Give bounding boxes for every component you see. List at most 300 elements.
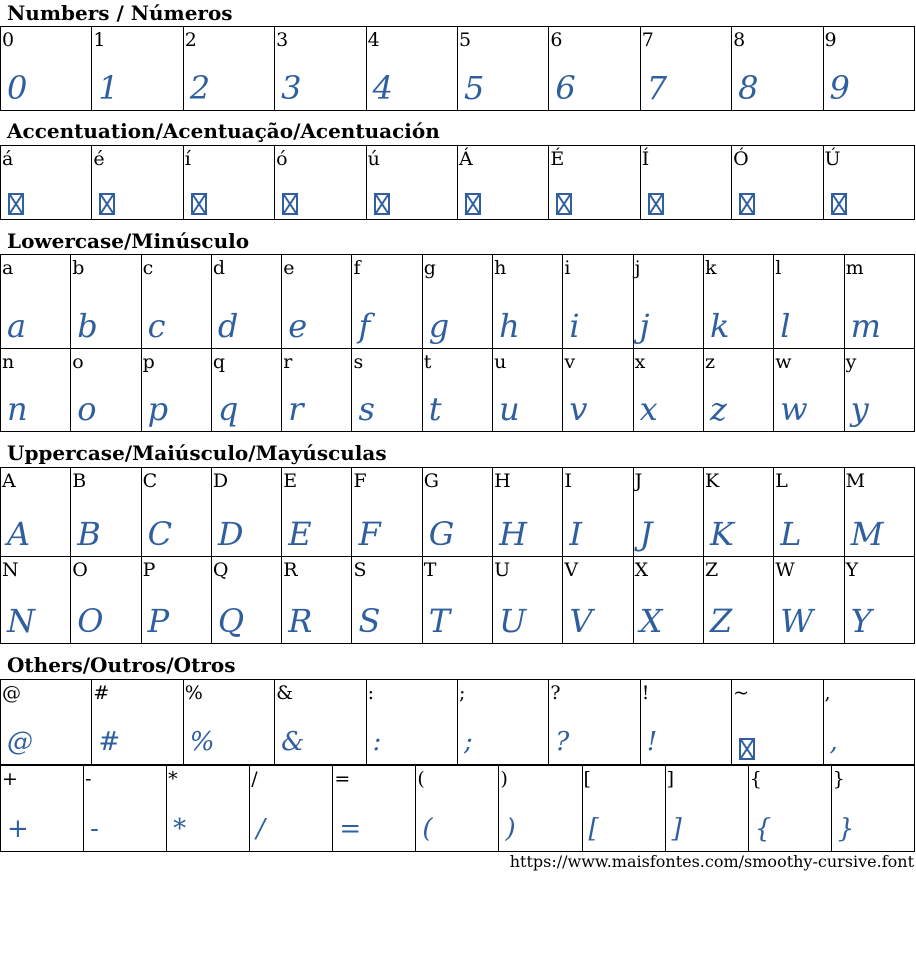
- glyph-sample: ,: [829, 727, 837, 757]
- glyph-cell: [665, 766, 748, 852]
- glyph-cell: [563, 349, 633, 432]
- glyph-cell: [844, 349, 914, 432]
- glyph-sample: v: [569, 390, 587, 428]
- glyph-row: [1, 146, 915, 220]
- glyph-sample: c: [147, 307, 165, 345]
- glyph-cell-label: =: [334, 768, 351, 790]
- glyph-sample: 3: [281, 69, 301, 107]
- glyph-row: [1, 468, 915, 557]
- glyph-cell-label: %: [184, 682, 203, 704]
- glyph-cell: [563, 255, 633, 349]
- glyph-cell: [493, 255, 563, 349]
- glyph-sample: T: [428, 602, 450, 640]
- glyph-sample: S: [358, 602, 380, 640]
- glyph-cell-label: Z: [704, 559, 719, 581]
- glyph-row: [1, 766, 915, 852]
- glyph-cell-label: [: [583, 768, 591, 790]
- glyph-cell: [250, 766, 333, 852]
- glyph-cell-label: D: [212, 470, 229, 492]
- glyph-cell-label: b: [72, 257, 85, 279]
- missing-glyph-icon: [282, 193, 298, 215]
- glyph-cell: [422, 255, 492, 349]
- glyph-sample: U: [499, 602, 526, 640]
- glyph-cell: [1, 557, 71, 644]
- glyph-cell-label: c: [142, 257, 154, 279]
- glyph-cell-label: W: [775, 559, 795, 581]
- glyph-cell: [352, 468, 422, 557]
- glyph-cell-label: l: [775, 257, 782, 279]
- glyph-sample: e: [288, 307, 307, 345]
- glyph-cell-label: F: [353, 470, 367, 492]
- glyph-sample: D: [217, 515, 243, 553]
- glyph-cell: [352, 557, 422, 644]
- glyph-cell: [774, 255, 844, 349]
- glyph-cell-label: 7: [641, 29, 654, 51]
- glyph-sample: 2: [189, 69, 210, 107]
- glyph-sample: l: [780, 307, 790, 345]
- glyph-sample: u: [499, 390, 519, 428]
- glyph-cell-label: ~: [733, 682, 750, 704]
- glyph-cell: [823, 146, 914, 220]
- glyph-cell: [493, 468, 563, 557]
- glyph-cell-label: g: [423, 257, 436, 279]
- glyph-cell: [703, 557, 773, 644]
- glyph-cell: [640, 27, 731, 111]
- glyph-cell-label: p: [142, 351, 155, 373]
- glyph-cell: [774, 468, 844, 557]
- glyph-sample: W: [780, 602, 813, 640]
- glyph-cell-label: 4: [367, 29, 380, 51]
- glyph-cell: [823, 680, 914, 765]
- glyph-cell: [141, 468, 211, 557]
- missing-glyph-icon: [556, 193, 572, 215]
- glyph-cell-label: f: [353, 257, 361, 279]
- glyph-cell-label: á: [2, 148, 14, 170]
- glyph-sample: G: [428, 515, 454, 553]
- glyph-cell: [275, 680, 366, 765]
- glyph-cell: [211, 255, 281, 349]
- glyph-cell: [141, 349, 211, 432]
- glyph-cell: [563, 468, 633, 557]
- glyph-sample: H: [499, 515, 526, 553]
- glyph-cell-label: t: [423, 351, 432, 373]
- glyph-cell: [1, 468, 71, 557]
- glyph-cell: [831, 766, 914, 852]
- glyph-cell-label: !: [641, 682, 650, 704]
- glyph-cell: [71, 557, 141, 644]
- glyph-cell: [493, 557, 563, 644]
- glyph-row: [1, 349, 915, 432]
- glyph-cell-label: U: [494, 559, 511, 581]
- glyph-cell-label: o: [72, 351, 84, 373]
- glyph-sample: 4: [372, 69, 392, 107]
- glyph-sample: Q: [217, 602, 244, 640]
- glyph-sample: B: [77, 515, 100, 553]
- glyph-sample: X: [639, 602, 662, 640]
- section-title-accentuation: Accentuation/Acentuação/Acentuación: [7, 119, 440, 143]
- uppercase-grid-row-2: [0, 556, 915, 644]
- glyph-cell: [183, 680, 274, 765]
- glyph-cell: [141, 557, 211, 644]
- glyph-sample: n: [7, 390, 27, 428]
- glyph-cell: [275, 27, 366, 111]
- glyph-cell-label: X: [634, 559, 649, 581]
- glyph-cell: [844, 557, 914, 644]
- glyph-cell-label: -: [85, 768, 92, 790]
- glyph-cell: [549, 146, 640, 220]
- glyph-cell-label: V: [564, 559, 579, 581]
- glyph-sample: E: [288, 515, 311, 553]
- glyph-sample: R: [288, 602, 312, 640]
- glyph-cell: [366, 27, 457, 111]
- glyph-sample: Z: [709, 602, 732, 640]
- glyph-cell: [549, 27, 640, 111]
- glyph-cell: [640, 146, 731, 220]
- glyph-cell-label: ó: [276, 148, 288, 170]
- glyph-row: [1, 27, 915, 111]
- uppercase-grid-row-1: [0, 467, 915, 557]
- glyph-sample: :: [372, 727, 381, 757]
- glyph-sample: b: [77, 307, 97, 345]
- glyph-cell-label: P: [142, 559, 156, 581]
- glyph-cell-label: s: [353, 351, 364, 373]
- glyph-cell: [92, 146, 183, 220]
- glyph-cell-label: 0: [2, 29, 15, 51]
- glyph-cell-label: {: [749, 768, 762, 790]
- glyph-sample: 9: [829, 69, 849, 107]
- glyph-cell: [633, 557, 703, 644]
- glyph-sample: a: [7, 307, 26, 345]
- glyph-sample: d: [217, 307, 238, 345]
- numbers-grid: [0, 26, 915, 111]
- glyph-cell-label: O: [72, 559, 88, 581]
- glyph-sample: ?: [555, 727, 569, 757]
- glyph-sample: 1: [98, 69, 118, 107]
- glyph-cell-label: z: [704, 351, 715, 373]
- glyph-sample: M: [850, 515, 883, 553]
- glyph-cell: [703, 349, 773, 432]
- glyph-sample: +: [7, 814, 28, 844]
- glyph-cell-label: í: [184, 148, 191, 170]
- glyph-sample: @: [7, 727, 32, 757]
- glyph-sample: K: [709, 515, 733, 553]
- glyph-cell: [92, 27, 183, 111]
- glyph-sample: r: [288, 390, 303, 428]
- glyph-cell: [1, 255, 71, 349]
- glyph-cell-label: H: [494, 470, 511, 492]
- glyph-sample: (: [422, 814, 432, 844]
- glyph-cell-label: r: [283, 351, 293, 373]
- glyph-sample: q: [217, 390, 238, 428]
- glyph-sample: j: [639, 307, 649, 345]
- glyph-cell: [774, 557, 844, 644]
- glyph-sample: f: [358, 307, 370, 345]
- glyph-cell: [352, 255, 422, 349]
- glyph-cell: [844, 468, 914, 557]
- glyph-cell-label: R: [283, 559, 298, 581]
- glyph-cell: [732, 27, 823, 111]
- glyph-cell-label: /: [251, 768, 258, 790]
- glyph-cell-label: I: [564, 470, 572, 492]
- missing-glyph-icon: [831, 193, 847, 215]
- glyph-cell-label: y: [845, 351, 857, 373]
- glyph-sample: &: [281, 727, 304, 757]
- glyph-cell-label: ú: [367, 148, 380, 170]
- glyph-cell: [582, 766, 665, 852]
- glyph-sample: 7: [646, 69, 667, 107]
- glyph-cell-label: é: [93, 148, 105, 170]
- glyph-cell-label: (: [417, 768, 425, 790]
- glyph-cell: [71, 255, 141, 349]
- glyph-sample: F: [358, 515, 380, 553]
- glyph-cell-label: ;: [458, 682, 466, 704]
- glyph-sample: }: [837, 814, 854, 844]
- glyph-sample: i: [569, 307, 579, 345]
- glyph-sample: N: [7, 602, 34, 640]
- section-title-others: Others/Outros/Otros: [7, 653, 236, 677]
- glyph-sample: V: [569, 602, 592, 640]
- glyph-cell-label: 5: [458, 29, 472, 51]
- glyph-cell: [1, 680, 92, 765]
- glyph-cell-label: J: [634, 470, 643, 492]
- glyph-cell: [333, 766, 416, 852]
- glyph-cell-label: L: [775, 470, 788, 492]
- glyph-cell-label: É: [550, 148, 565, 170]
- glyph-cell: [183, 27, 274, 111]
- accentuation-grid: [0, 145, 915, 220]
- glyph-cell: [703, 468, 773, 557]
- glyph-cell-label: Í: [641, 148, 650, 170]
- glyph-cell-label: C: [142, 470, 158, 492]
- glyph-cell-label: *: [168, 768, 178, 790]
- glyph-cell: [1, 349, 71, 432]
- glyph-sample: p: [147, 390, 168, 428]
- glyph-cell-label: v: [564, 351, 576, 373]
- section-title-lowercase: Lowercase/Minúsculo: [7, 229, 250, 253]
- glyph-cell: [71, 468, 141, 557]
- glyph-cell: [422, 468, 492, 557]
- glyph-cell: [71, 349, 141, 432]
- others-grid-row-2: [0, 765, 915, 852]
- glyph-cell: [823, 27, 914, 111]
- glyph-sample: 0: [7, 69, 27, 107]
- glyph-cell-label: &: [276, 682, 294, 704]
- glyph-cell: [844, 255, 914, 349]
- glyph-cell-label: S: [353, 559, 367, 581]
- glyph-cell-label: M: [845, 470, 866, 492]
- glyph-cell: [1, 766, 84, 852]
- glyph-cell: [183, 146, 274, 220]
- glyph-cell-label: N: [2, 559, 19, 581]
- glyph-cell-label: j: [634, 257, 641, 279]
- glyph-cell-label: 8: [733, 29, 746, 51]
- glyph-cell: [275, 146, 366, 220]
- lowercase-grid-row-1: [0, 254, 915, 349]
- glyph-cell-label: Ó: [733, 148, 749, 170]
- glyph-sample: -: [90, 814, 98, 844]
- glyph-cell-label: #: [93, 682, 110, 704]
- glyph-cell-label: Á: [458, 148, 473, 170]
- glyph-cell: [422, 349, 492, 432]
- glyph-cell: [499, 766, 582, 852]
- glyph-cell: [141, 255, 211, 349]
- glyph-cell: [633, 255, 703, 349]
- glyph-sample: L: [780, 515, 801, 553]
- missing-glyph-icon: [99, 193, 115, 215]
- glyph-row: [1, 557, 915, 644]
- glyph-sample: A: [7, 515, 30, 553]
- glyph-cell: [84, 766, 167, 852]
- glyph-cell-label: h: [494, 257, 507, 279]
- glyph-cell: [366, 146, 457, 220]
- glyph-sample: [: [588, 814, 598, 844]
- glyph-sample: 8: [738, 69, 758, 107]
- glyph-sample: %: [189, 727, 214, 757]
- glyph-cell: [1, 27, 92, 111]
- glyph-sample: =: [339, 814, 361, 844]
- glyph-cell: [282, 349, 352, 432]
- glyph-cell-label: ): [500, 768, 508, 790]
- glyph-sample: {: [754, 814, 771, 844]
- glyph-cell-label: }: [832, 768, 845, 790]
- glyph-cell-label: a: [2, 257, 14, 279]
- glyph-cell-label: i: [564, 257, 571, 279]
- glyph-cell: [633, 349, 703, 432]
- section-title-uppercase: Uppercase/Maiúsculo/Mayúsculas: [7, 441, 387, 465]
- glyph-cell-label: d: [212, 257, 226, 279]
- glyph-cell-label: 3: [276, 29, 289, 51]
- missing-glyph-icon: [648, 193, 664, 215]
- glyph-sample: 6: [555, 69, 575, 107]
- glyph-cell-label: e: [283, 257, 295, 279]
- glyph-cell: [748, 766, 831, 852]
- glyph-cell: [422, 557, 492, 644]
- glyph-cell-label: E: [283, 470, 298, 492]
- glyph-cell: [493, 349, 563, 432]
- glyph-cell-label: 1: [93, 29, 106, 51]
- glyph-sample: k: [709, 307, 729, 345]
- glyph-cell: [457, 680, 548, 765]
- glyph-row: [1, 680, 915, 765]
- glyph-sample: *: [173, 814, 186, 844]
- glyph-cell: [640, 680, 731, 765]
- glyph-cell-label: :: [367, 682, 374, 704]
- glyph-sample: J: [639, 515, 652, 553]
- glyph-cell-label: x: [634, 351, 646, 373]
- missing-glyph-icon: [191, 193, 207, 215]
- glyph-cell: [732, 680, 823, 765]
- glyph-row: [1, 255, 915, 349]
- glyph-cell: [211, 468, 281, 557]
- glyph-cell: [352, 349, 422, 432]
- others-grid-row-1: [0, 679, 915, 765]
- glyph-sample: O: [77, 602, 103, 640]
- missing-glyph-icon: [374, 193, 390, 215]
- source-url[interactable]: https://www.maisfontes.com/smoothy-cursive.font: [509, 852, 914, 871]
- glyph-cell-label: m: [845, 257, 864, 279]
- glyph-sample: ]: [671, 814, 681, 844]
- missing-glyph-icon: [739, 193, 755, 215]
- glyph-cell: [167, 766, 250, 852]
- glyph-cell: [633, 468, 703, 557]
- glyph-cell: [1, 146, 92, 220]
- glyph-cell-label: Q: [212, 559, 229, 581]
- glyph-cell: [282, 468, 352, 557]
- glyph-cell: [282, 557, 352, 644]
- glyph-cell-label: Y: [845, 559, 859, 581]
- glyph-sample: Y: [850, 602, 871, 640]
- glyph-cell-label: A: [2, 470, 16, 492]
- glyph-sample: y: [850, 390, 868, 428]
- glyph-sample: h: [499, 307, 519, 345]
- glyph-sample: !: [646, 727, 657, 757]
- glyph-sample: P: [147, 602, 169, 640]
- glyph-cell-label: G: [423, 470, 439, 492]
- glyph-sample: ): [505, 814, 515, 844]
- glyph-cell: [774, 349, 844, 432]
- glyph-sample: z: [709, 390, 726, 428]
- section-title-numbers: Numbers / Números: [7, 1, 233, 25]
- glyph-cell-label: K: [704, 470, 720, 492]
- glyph-cell: [703, 255, 773, 349]
- glyph-cell: [282, 255, 352, 349]
- glyph-cell-label: u: [494, 351, 507, 373]
- glyph-cell: [366, 680, 457, 765]
- glyph-cell-label: Ú: [824, 148, 841, 170]
- glyph-cell: [457, 27, 548, 111]
- glyph-cell: [549, 680, 640, 765]
- missing-glyph-icon: [8, 193, 24, 215]
- glyph-cell-label: q: [212, 351, 226, 373]
- glyph-cell-label: ,: [824, 682, 831, 704]
- missing-glyph-icon: [465, 193, 481, 215]
- glyph-cell-label: +: [2, 768, 18, 790]
- glyph-cell-label: B: [72, 470, 87, 492]
- glyph-cell: [211, 349, 281, 432]
- missing-glyph-icon: [739, 738, 755, 760]
- glyph-cell-label: k: [704, 257, 717, 279]
- glyph-cell-label: @: [2, 682, 21, 704]
- glyph-cell: [563, 557, 633, 644]
- lowercase-grid-row-2: [0, 348, 915, 432]
- glyph-cell-label: ?: [550, 682, 561, 704]
- glyph-cell: [211, 557, 281, 644]
- glyph-cell: [416, 766, 499, 852]
- glyph-cell: [457, 146, 548, 220]
- glyph-sample: o: [77, 390, 96, 428]
- glyph-sample: t: [428, 390, 441, 428]
- glyph-sample: #: [98, 727, 120, 757]
- glyph-sample: I: [569, 515, 582, 553]
- glyph-sample: w: [780, 390, 807, 428]
- glyph-cell-label: T: [423, 559, 437, 581]
- glyph-cell: [92, 680, 183, 765]
- glyph-cell-label: w: [775, 351, 792, 373]
- glyph-cell-label: 6: [550, 29, 563, 51]
- glyph-sample: ;: [463, 727, 472, 757]
- glyph-cell-label: 2: [184, 29, 197, 51]
- glyph-sample: 5: [463, 69, 484, 107]
- glyph-cell-label: 9: [824, 29, 837, 51]
- glyph-sample: s: [358, 390, 374, 428]
- glyph-cell: [732, 146, 823, 220]
- glyph-sample: C: [147, 515, 172, 553]
- glyph-sample: x: [639, 390, 657, 428]
- glyph-cell-label: ]: [666, 768, 675, 790]
- glyph-sample: m: [850, 307, 880, 345]
- glyph-sample: g: [428, 307, 449, 345]
- glyph-sample: /: [256, 814, 264, 844]
